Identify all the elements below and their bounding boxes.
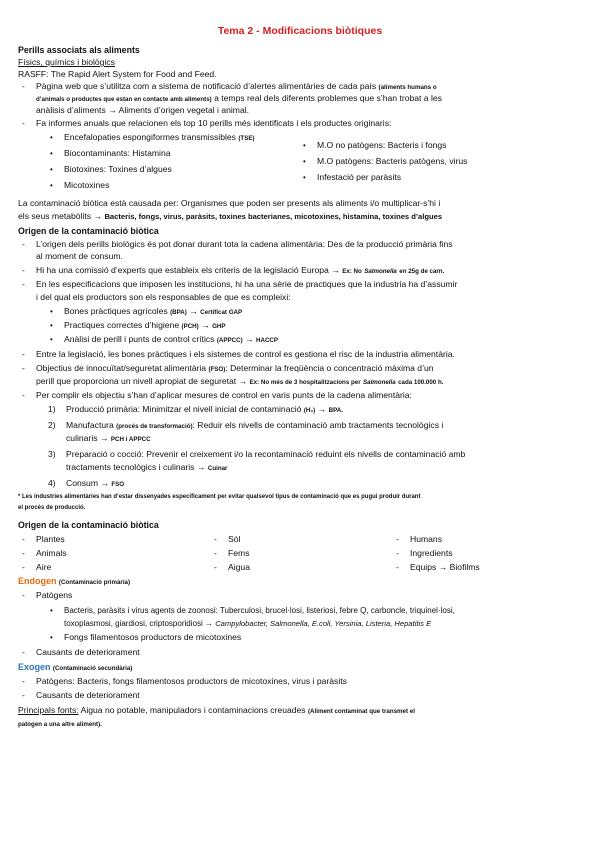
section-heading-hazards: Perills associats als aliments	[18, 45, 140, 55]
contamination-def-line1: La contaminació biòtica està causada per: Organismes que poden ser presents als aliments i/o multiplicar-s’hi i	[18, 198, 441, 208]
origin-item: Ingredients	[410, 548, 453, 558]
origin-item: Aigua	[228, 562, 250, 572]
dash-bullet: -	[22, 534, 25, 544]
endogen-spoilage: Causants de deteriorament	[36, 647, 140, 657]
bullet-dot: •	[50, 321, 53, 330]
dash-bullet: -	[22, 548, 25, 558]
dash-bullet: -	[22, 118, 25, 128]
main-sources-line2: patogen a una altre aliment).	[18, 721, 102, 728]
rasff-line: RASFF: The Rapid Alert System for Food and Feed.	[18, 69, 217, 79]
dash-bullet: -	[22, 81, 25, 91]
bullet-dot: •	[50, 335, 53, 344]
dash-bullet: -	[396, 562, 399, 572]
hazard-item: Biotoxines: Toxines d’algues	[64, 164, 172, 174]
endogen-pathogens: Patògens	[36, 590, 73, 600]
hazard-item: Encefalopaties espongiformes transmissibles (TSE)	[64, 132, 255, 142]
fso-line2: perill que proporciona un nivell apropiat de seguretat → Ex: No més de 3 hospitalitzacions per Salmonella cada 100.000 h.	[36, 376, 444, 386]
endogen-heading: Endogen (Contaminació primària)	[18, 576, 131, 586]
dash-bullet: -	[22, 676, 25, 686]
step-number: 4)	[48, 478, 56, 488]
dash-bullet: -	[214, 548, 217, 558]
origin-item: Sòl	[228, 534, 241, 544]
dash-bullet: -	[396, 548, 399, 558]
rasff-desc-line2: d’animals o productes que estan en contacte amb aliments) a temps real dels diferents problemes que s’han trobat a les	[36, 93, 442, 103]
dash-bullet: -	[22, 390, 25, 400]
step-text-cont: culinaris → PCH i APPCC	[66, 433, 151, 443]
subheading-hazard-types: Físics, químics i biològics	[18, 57, 115, 67]
origin-item: Animals	[36, 548, 67, 558]
practice-item: Practiques correctes d’higiene (PCH) → GHP	[64, 320, 226, 330]
dash-bullet: -	[22, 265, 25, 275]
bullet-dot: •	[50, 181, 53, 190]
dash-bullet: -	[22, 647, 25, 657]
fso-line1: Objectius de innocuïtat/seguretat alimentària (FSO): Determinar la freqüència o concentració màxima d’un	[36, 363, 434, 373]
contamination-def-line2: els seus metabòlits → Bacteris, fongs, virus, paràsits, toxines bacterianes, micotoxines, histamina, toxines d’algues	[18, 211, 443, 221]
section-heading-origin: Origen de la contaminació biòtica	[18, 226, 159, 236]
zoonosis-line1: Bacteris, paràsits i virus agents de zoonosi: Tuberculosi, brucel·losi, listeriosi, febre Q, carboncle, triquinel·losi,	[64, 606, 455, 615]
bullet-dot: •	[303, 141, 306, 150]
step-number: 2)	[48, 420, 56, 430]
dash-bullet: -	[22, 349, 25, 359]
origin-item: Equips → Biofilms	[410, 562, 480, 572]
dash-bullet: -	[22, 690, 25, 700]
bullet-dot: •	[50, 606, 53, 615]
practice-item: Bones pràctiques agrícoles (BPA) → Certificat GAP	[64, 306, 243, 316]
origin-text-line: Entre la legislació, les bones pràctiques i els sistemes de control es gestiona el risc de la industria alimentària.	[36, 349, 455, 359]
fungi-item: Fongs filamentosos productors de micotoxines	[64, 632, 242, 642]
dash-bullet: -	[22, 590, 25, 600]
bullet-dot: •	[50, 133, 53, 142]
dash-bullet: -	[22, 239, 25, 249]
origin-text-line: i del qual els productors son els responsables de que es compleixi:	[36, 292, 291, 302]
step-text: Manufactura (procés de transformació): Reduir els nivells de contaminació amb tractaments tecnològics i	[66, 420, 444, 430]
main-sources-line1: Principals fonts: Aigua no potable, manipuladors i contaminacions creuades (Aliment contaminat que transmet el	[18, 705, 415, 715]
step-text: Producció primària: Minimitzar el nivell inicial de contaminació (H₀) → BPA.	[66, 404, 343, 414]
dash-bullet: -	[22, 279, 25, 289]
step-text: Consum → FSO	[66, 478, 125, 488]
origin-text-line: al moment de consum.	[36, 251, 123, 261]
origin-item: Fems	[228, 548, 250, 558]
rasff-desc-line1: Pàgina web que s’utilitza com a sistema de notificació d’alertes alimentàries de cada país (aliments humans o	[36, 81, 437, 91]
bullet-dot: •	[50, 307, 53, 316]
rasff-desc-line3: anàlisis d’aliments → Aliments d’origen vegetal i animal.	[36, 105, 250, 115]
origin-item: Humans	[410, 534, 442, 544]
hazard-item: Micotoxines	[64, 180, 110, 190]
dash-bullet: -	[214, 534, 217, 544]
origin-text-line: Per complir els objectiu s’han d’aplicar mesures de control en varis punts de la cadena alimentària:	[36, 390, 412, 400]
step-text-cont: tractaments tecnològics i culinaris → Cuinar	[66, 462, 228, 472]
origin-item: Aire	[36, 562, 52, 572]
exogen-heading: Exogen (Contaminació secundària)	[18, 662, 133, 672]
dash-bullet: -	[22, 363, 25, 373]
bullet-dot: •	[50, 633, 53, 642]
hazard-item: Infestació per paràsits	[317, 172, 402, 182]
dash-bullet: -	[214, 562, 217, 572]
annual-report-line: Fa informes anuals que relacionen els top 10 perills més identificats i els productes originaris:	[36, 118, 392, 128]
zoonosis-line2: toxoplasmosi, giardiosi, criptosporidiosi → Campylobacter, Salmonella, E.coli, Yersinia, Listeria, Hepatitis E	[64, 619, 432, 628]
step-number: 1)	[48, 404, 56, 414]
page-title: Tema 2 - Modificacions biòtiques	[217, 25, 383, 37]
practice-item: Anàlisi de perill i punts de control crítics (APPCC) → HACCP	[64, 334, 279, 344]
bullet-dot: •	[303, 173, 306, 182]
step-number: 3)	[48, 449, 56, 459]
footnote-line1: * Les industries alimentàries han d’estar dissenyades específicament per evitar qualsevol tipus de contaminació que es pugui produir durant	[18, 494, 421, 500]
bullet-dot: •	[50, 149, 53, 158]
section-heading-origin-2: Origen de la contaminació biòtica	[18, 520, 159, 530]
bullet-dot: •	[50, 165, 53, 174]
hazard-item: Biocontaminants: Histamina	[64, 148, 171, 158]
footnote-line2: el procés de producció.	[18, 505, 86, 511]
hazard-item: M.O no patògens: Bacteris i fongs	[317, 140, 447, 150]
origin-text-line: Hi ha una comissió d’experts que estableix els criteris de la legislació Europa → Ex: No Salmonella en 25g de carn.	[36, 265, 445, 275]
origin-text-line: En les especificacions que imposen les institucions, hi ha una sèrie de practiques que la industria ha d’assumir	[36, 279, 458, 289]
exogen-spoilage: Causants de deteriorament	[36, 690, 140, 700]
origin-item: Plantes	[36, 534, 65, 544]
bullet-dot: •	[303, 157, 306, 166]
dash-bullet: -	[396, 534, 399, 544]
origin-text-line: L’origen dels perills biològics és pot donar durant tota la cadena alimentària: Des de la producció primària fins	[36, 239, 453, 249]
step-text: Preparació o cocció: Prevenir el creixement i/o la recontaminació reduint els nivells de contaminació amb	[66, 449, 466, 459]
exogen-pathogens: Patògens: Bacteris, fongs filamentosos productors de micotoxines, virus i paràsits	[36, 676, 347, 686]
hazard-item: M.O patògens: Bacteris patògens, virus	[317, 156, 468, 166]
dash-bullet: -	[22, 562, 25, 572]
